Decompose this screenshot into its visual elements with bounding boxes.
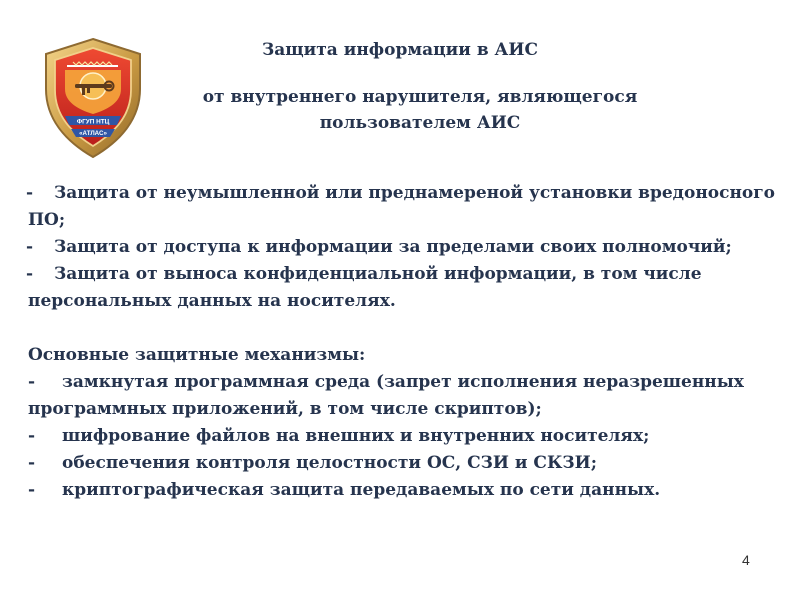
- protection-marker-3: -: [26, 264, 34, 284]
- protection-item-3-line-2: персональных данных на носителях.: [28, 291, 396, 311]
- protection-item-1-line-1: Защита от неумышленной или преднамереной установки вредоносного: [54, 183, 775, 203]
- protection-marker-2: -: [26, 237, 34, 257]
- logo-text-bottom: «АТЛАС»: [79, 130, 107, 137]
- mechanism-item-1-line-2: программных приложений, в том числе скриптов);: [28, 399, 542, 419]
- mechanism-item-1-line-1: замкнутая программная среда (запрет исполнения неразрешенных: [62, 372, 744, 392]
- protection-marker-1: -: [26, 183, 34, 203]
- mechanism-item-2-line-1: шифрование файлов на внешних и внутренних носителях;: [62, 426, 650, 446]
- mechanism-item-4-line-1: криптографическая защита передаваемых по сети данных.: [62, 480, 661, 500]
- protection-item-3-line-1: Защита от выноса конфиденциальной информации, в том числе: [54, 264, 702, 284]
- mechanism-marker-2: -: [28, 426, 36, 446]
- page-number: 4: [742, 552, 750, 568]
- protection-item-1-line-2: ПО;: [28, 210, 66, 230]
- mechanism-marker-3: -: [28, 453, 36, 473]
- subtitle-line-2: пользователем АИС: [319, 113, 521, 133]
- mechanism-marker-1: -: [28, 372, 36, 392]
- subtitle-line-1: от внутреннего нарушителя, являющегося: [202, 87, 638, 107]
- mechanisms-heading: Основные защитные механизмы:: [28, 345, 366, 365]
- logo-text-top: ФГУП НТЦ: [76, 118, 110, 126]
- mechanism-item-3-line-1: обеспечения контроля целостности ОС, СЗИ и СКЗИ;: [62, 453, 598, 473]
- slide-title: Защита информации в АИС: [261, 40, 538, 60]
- mechanism-marker-4: -: [28, 480, 36, 500]
- protection-item-2-line-1: Защита от доступа к информации за пределами своих полномочий;: [54, 237, 732, 257]
